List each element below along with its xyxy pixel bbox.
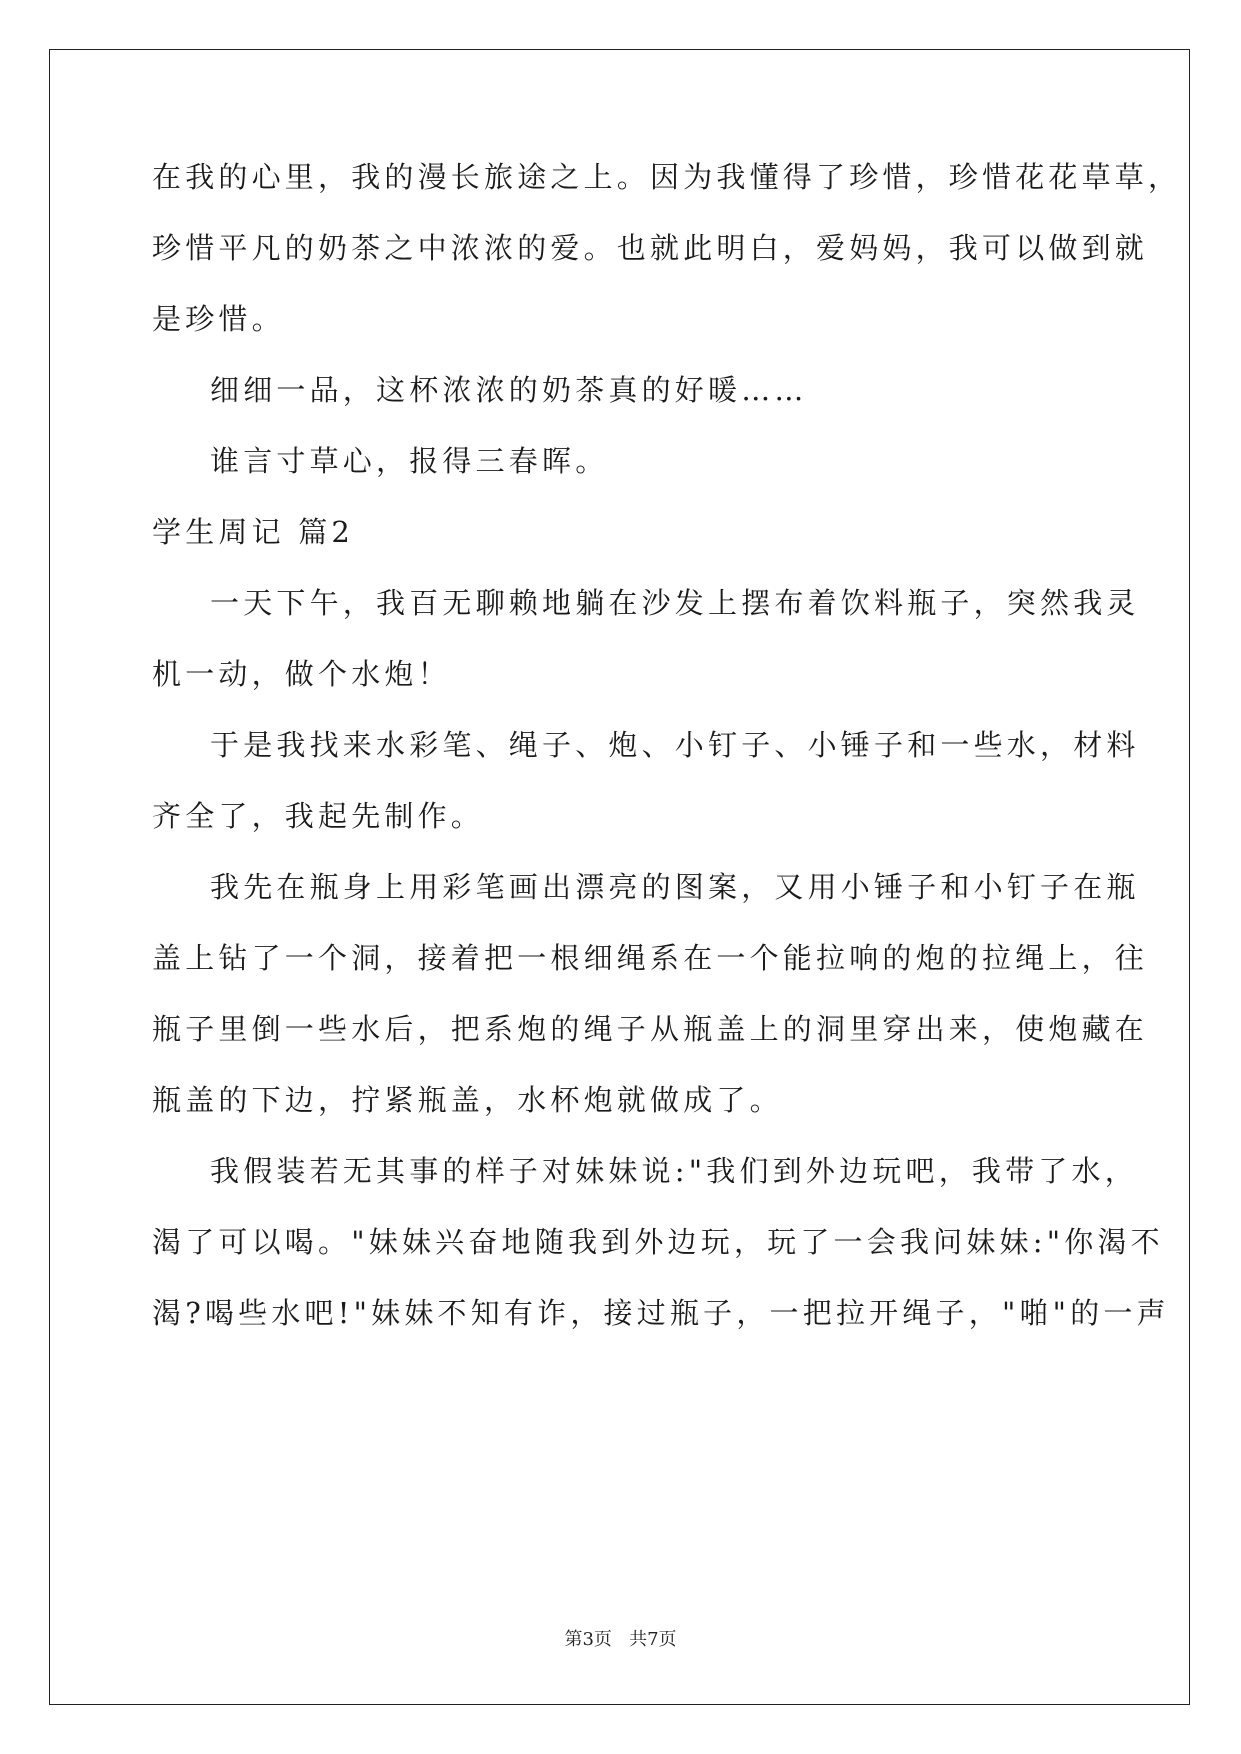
text-line: 谁言寸草心，报得三春晖。 <box>210 444 609 478</box>
text-line: 我先在瓶身上用彩笔画出漂亮的图案，又用小锤子和小钉子在瓶 <box>210 870 1140 904</box>
text-line: 瓶子里倒一些水后，把系炮的绳子从瓶盖上的洞里穿出来，使炮藏在 <box>152 1012 1149 1046</box>
text-line: 齐全了，我起先制作。 <box>152 799 485 833</box>
text-line: 机一动，做个水炮！ <box>152 657 451 691</box>
text-line: 细细一品，这杯浓浓的奶茶真的好暖…… <box>210 373 808 407</box>
text-line: 珍惜平凡的奶茶之中浓浓的爱。也就此明白，爱妈妈，我可以做到就 <box>152 231 1149 265</box>
text-line: 盖上钻了一个洞，接着把一根细绳系在一个能拉响的炮的拉绳上，往 <box>152 941 1149 975</box>
page-footer: 第3页 共7页 <box>564 1629 677 1650</box>
text-line: 渴?喝些水吧!"妹妹不知有诈，接过瓶子，一把拉开绳子，"啪"的一声 <box>152 1296 1170 1330</box>
text-line: 在我的心里，我的漫长旅途之上。因为我懂得了珍惜，珍惜花花草草， <box>152 160 1182 194</box>
text-line: 我假装若无其事的样子对妹妹说:"我们到外边玩吧，我带了水， <box>210 1154 1138 1188</box>
text-line: 瓶盖的下边，拧紧瓶盖，水杯炮就做成了。 <box>152 1083 783 1117</box>
text-line: 渴了可以喝。"妹妹兴奋地随我到外边玩，玩了一会我问妹妹:"你渴不 <box>152 1225 1164 1259</box>
section-heading: 学生周记 篇2 <box>152 515 355 549</box>
text-line: 一天下午，我百无聊赖地躺在沙发上摆布着饮料瓶子，突然我灵 <box>210 586 1140 620</box>
text-line: 于是我找来水彩笔、绳子、炮、小钉子、小锤子和一些水，材料 <box>210 728 1140 762</box>
text-line: 是珍惜。 <box>152 302 285 336</box>
